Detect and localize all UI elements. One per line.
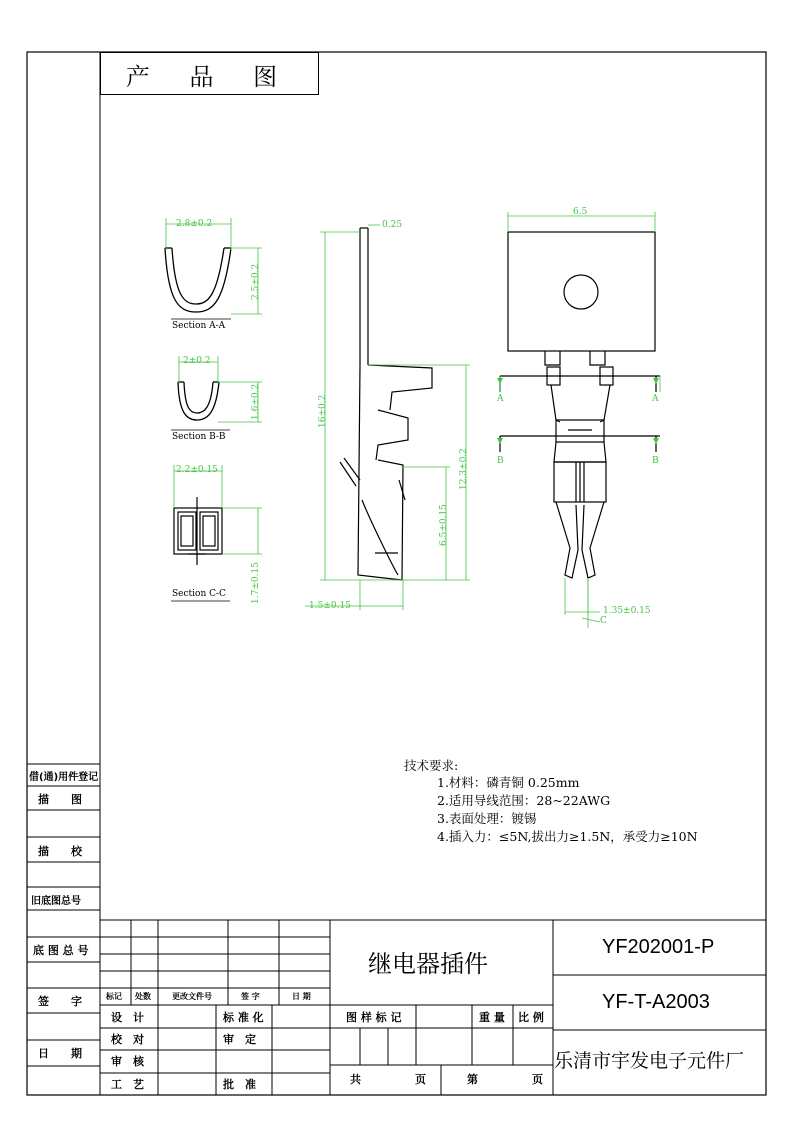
cut-a-right: A	[652, 394, 659, 404]
dim-front-tip: 1.35±0.15	[603, 606, 651, 616]
col-mark: 标记	[106, 992, 122, 1001]
dim-cc-height: 1.7±0.15	[251, 562, 261, 604]
row-proof: 校 对	[111, 1033, 144, 1046]
row-approve: 批 准	[223, 1078, 256, 1091]
page-title: 产 品 图	[125, 63, 294, 91]
section-bb-label: Section B-B	[172, 432, 226, 442]
dim-thickness: 0.25	[382, 220, 403, 230]
page-label: 页	[415, 1073, 426, 1086]
col-sign: 签 字	[241, 992, 260, 1001]
requirements-heading: 技术要求:	[404, 758, 459, 773]
row-design: 设 计	[111, 1011, 144, 1024]
weight-label: 重 量	[479, 1011, 505, 1024]
dim-front-width: 6.5	[573, 207, 588, 217]
sheet-page-label: 页	[532, 1073, 543, 1086]
drawing-number: YF202001-P	[602, 936, 715, 958]
mark-label: 图 样 标 记	[346, 1011, 402, 1024]
strip-signature: 签 字	[38, 995, 82, 1008]
row-approve-def: 审 定	[223, 1033, 256, 1046]
sheet-label: 第	[467, 1073, 478, 1086]
dim-bb-width: 2±0.2	[183, 356, 211, 366]
dim-cc-width: 2.2±0.15	[176, 465, 218, 475]
col-doc: 更改文件号	[172, 992, 212, 1001]
dim-length: 16±0.2	[318, 394, 328, 428]
cut-a-left: A	[497, 394, 504, 404]
strip-base: 底 图 总 号	[33, 944, 89, 957]
strip-old-base: 旧底图总号	[31, 896, 81, 907]
dim-bb-height: 1.6±0.2	[251, 383, 261, 420]
title-box	[100, 52, 319, 95]
requirement-1: 1.材料：磷青铜 0.25mm	[437, 775, 580, 790]
requirement-2: 2.适用导线范围：28~22AWG	[437, 793, 611, 808]
requirement-3: 3.表面处理：镀锡	[437, 811, 537, 826]
cut-b-right: B	[652, 456, 659, 466]
part-number: YF-T-A2003	[602, 991, 710, 1013]
row-process: 工 艺	[111, 1078, 144, 1091]
dim-mid: 12.3±0.2	[459, 448, 469, 490]
scale-label: 比 例	[518, 1011, 544, 1024]
strip-trace-check: 描 校	[38, 845, 82, 858]
dim-tip: 1.5±0.15	[309, 601, 351, 611]
section-cc-label: Section C-C	[172, 589, 226, 599]
row-review: 审 核	[111, 1055, 144, 1068]
requirement-4: 4.插入力：≤5N,拔出力≥1.5N，承受力≥10N	[437, 829, 698, 844]
strip-trace: 描 图	[38, 793, 82, 806]
col-count: 处数	[135, 992, 151, 1001]
cut-c: C	[600, 616, 607, 626]
row-standard: 标 准 化	[223, 1011, 264, 1024]
dim-aa-height: 2.5±0.2	[251, 263, 261, 300]
cut-b-left: B	[497, 456, 504, 466]
section-aa-label: Section A-A	[172, 321, 226, 331]
product-name: 继电器插件	[368, 950, 488, 978]
total-label: 共	[350, 1073, 361, 1086]
strip-date: 日 期	[38, 1047, 82, 1060]
company-name: 乐清市宇发电子元件厂	[554, 1050, 745, 1072]
col-date: 日 期	[292, 992, 311, 1001]
strip-borrow: 借(通)用件登记	[29, 772, 99, 783]
dim-crimp: 6.5±0.15	[439, 504, 449, 546]
dim-aa-width: 2.8±0.2	[176, 219, 213, 229]
